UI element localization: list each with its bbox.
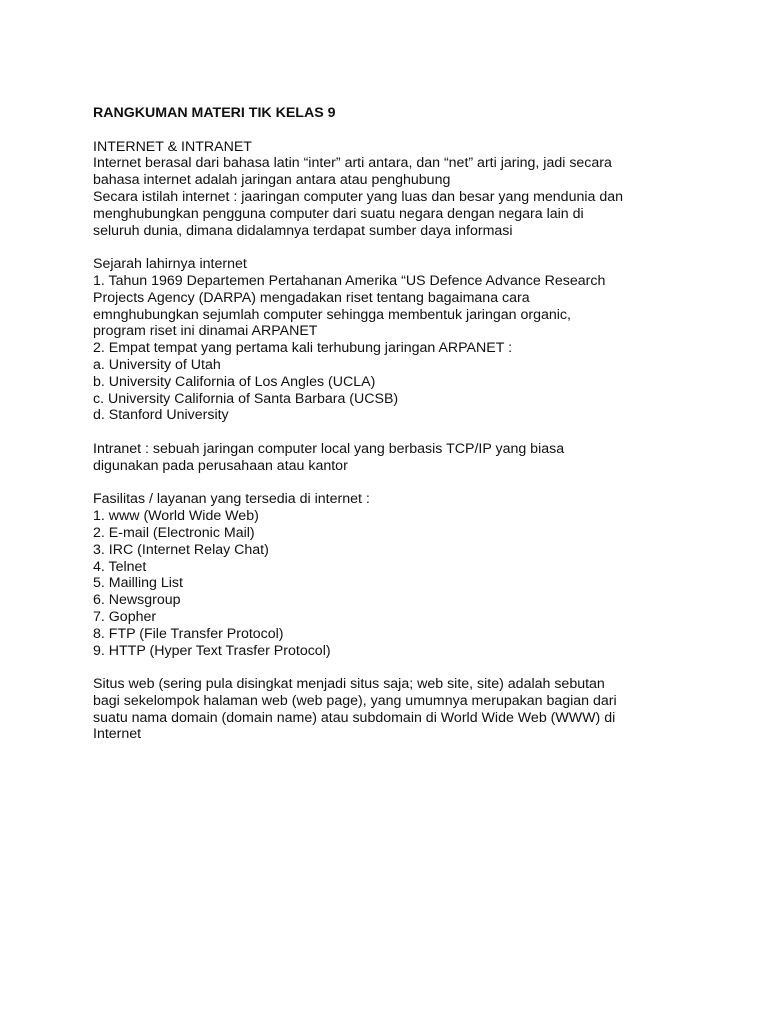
services-item: 8. FTP (File Transfer Protocol): [93, 625, 284, 642]
services-item: 4. Telnet: [93, 558, 147, 575]
intro-line: Internet berasal dari bahasa latin “inter” arti antara, dan “net” arti jaring, jadi secara: [93, 155, 612, 172]
paragraph-gap: [93, 475, 713, 492]
services-heading: Fasilitas / layanan yang tersedia di internet :: [93, 491, 370, 508]
history-line: d. Stanford University: [93, 407, 229, 424]
services-item: 9. HTTP (Hyper Text Trasfer Protocol): [93, 642, 331, 659]
intranet-line: digunakan pada perusahaan atau kantor: [93, 457, 348, 474]
document-title: RANGKUMAN MATERI TIK KELAS 9: [93, 105, 336, 121]
history-line: 2. Empat tempat yang pertama kali terhubung jaringan ARPANET :: [93, 340, 513, 357]
intro-section: [93, 139, 713, 240]
paragraph-gap: [93, 122, 713, 139]
intro-line: Secara istilah internet : jaaringan computer yang luas dan besar yang mendunia dan: [93, 188, 624, 205]
website-line: Situs web (sering pula disingkat menjadi situs saja; web site, site) adalah sebutan: [93, 676, 605, 693]
services-item: 1. www (World Wide Web): [93, 508, 259, 525]
history-line: program riset ini dinamai ARPANET: [93, 323, 318, 340]
intro-line: bahasa internet adalah jaringan antara atau penghubung: [93, 172, 451, 189]
intranet-line: Intranet : sebuah jaringan computer local yang berbasis TCP/IP yang biasa: [93, 440, 565, 457]
paragraph-gap: [93, 424, 713, 441]
history-line: emnghubungkan sejumlah computer sehingga membentuk jaringan organic,: [93, 306, 571, 323]
history-line: b. University California of Los Angles (UCLA): [93, 373, 376, 390]
website-section: [93, 676, 713, 743]
paragraph-gap: [93, 239, 713, 256]
history-section: [93, 256, 713, 424]
website-line: suatu nama domain (domain name) atau subdomain di World Wide Web (WWW) di: [93, 709, 616, 726]
services-section: [93, 491, 713, 659]
intro-line: menghubungkan pengguna computer dari suatu negara dengan negara lain di: [93, 205, 584, 222]
history-line: a. University of Utah: [93, 356, 221, 373]
intro-heading: INTERNET & INTRANET: [93, 138, 252, 155]
intranet-section: [93, 441, 713, 475]
history-heading: Sejarah lahirnya internet: [93, 256, 247, 273]
history-line: Projects Agency (DARPA) mengadakan riset tentang bagaimana cara: [93, 289, 530, 306]
services-item: 5. Mailling List: [93, 575, 183, 592]
history-line: c. University California of Santa Barbara (UCSB): [93, 390, 399, 407]
website-line: bagi sekelompok halaman web (web page), yang umumnya merupakan bagian dari: [93, 692, 617, 709]
history-line: 1. Tahun 1969 Departemen Pertahanan Amerika “US Defence Advance Research: [93, 272, 606, 289]
services-item: 2. E-mail (Electronic Mail): [93, 524, 255, 541]
intro-line: seluruh dunia, dimana didalamnya terdapat sumber daya informasi: [93, 222, 513, 239]
services-item: 3. IRC (Internet Relay Chat): [93, 541, 269, 558]
services-item: 7. Gopher: [93, 608, 157, 625]
document-page: [93, 105, 713, 743]
services-item: 6. Newsgroup: [93, 592, 181, 609]
website-line: Internet: [93, 726, 142, 743]
paragraph-gap: [93, 659, 713, 676]
